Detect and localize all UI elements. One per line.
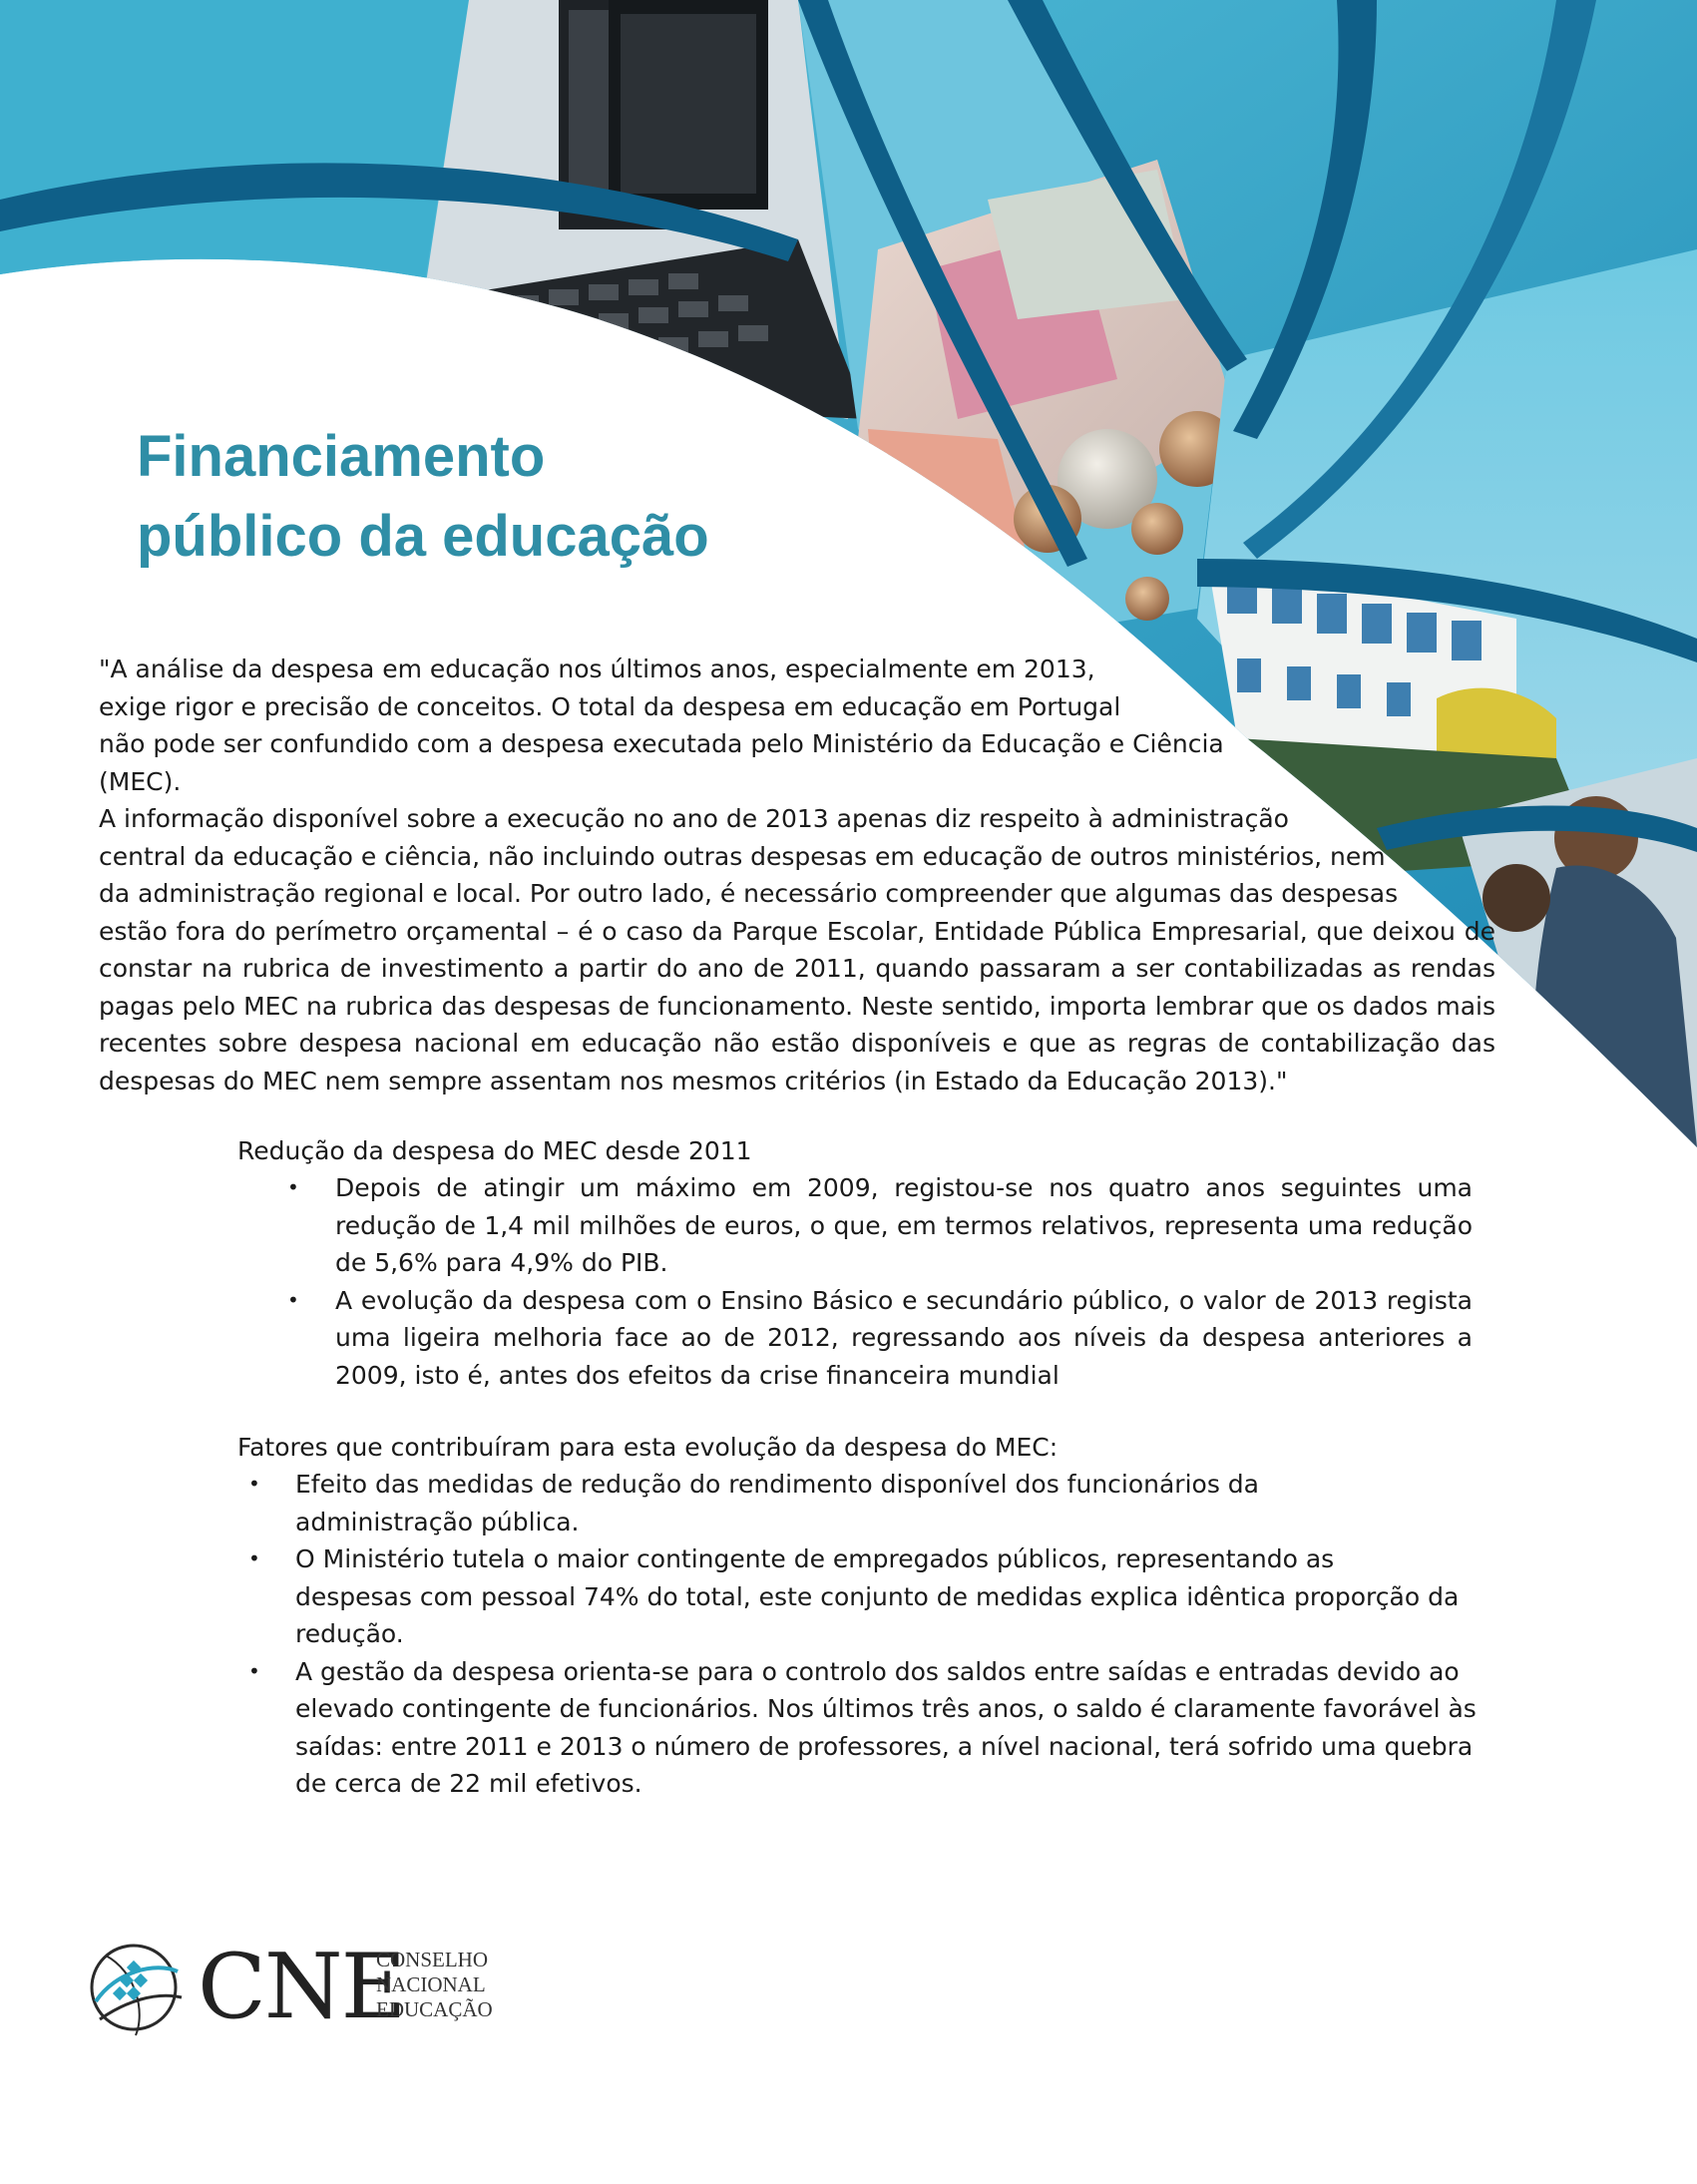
cne-name-line: NACIONAL <box>376 1972 486 1996</box>
cne-name-line: CONSELHO <box>376 1948 489 1971</box>
intro-line: despesas do MEC nem sempre assentam nos mesmos critérios (in Estado da Educação 2013)." <box>99 1066 1288 1095</box>
list-item-line: redução. <box>295 1619 404 1648</box>
globe-emblem-icon <box>86 1932 186 2041</box>
list-item <box>287 1282 1473 1395</box>
intro-line: "A análise da despesa em educação nos últimos anos, especialmente em 2013, <box>99 655 1095 683</box>
intro-line: da administração regional e local. Por outro lado, é necessário compreender que algumas das despesas <box>99 879 1399 908</box>
intro-line: A informação disponível sobre a execução no ano de 2013 apenas diz respeito à administração <box>99 804 1289 833</box>
bullet-icon: • <box>287 1287 299 1312</box>
bullet-list-fatores <box>248 1466 1492 1803</box>
intro-line: estão fora do perímetro orçamental – é o caso da Parque Escolar, Entidade Pública Empresarial, que deixou de <box>99 916 1495 946</box>
intro-line: recentes sobre despesa nacional em educação não estão disponíveis e que as regras de contabilização das <box>99 1029 1495 1058</box>
intro-line: pagas pelo MEC na rubrica das despesas de funcionamento. Neste sentido, importa lembrar que os dados mais <box>99 991 1495 1021</box>
section-heading-reducao: Redução da despesa do MEC desde 2011 <box>237 1136 752 1165</box>
intro-quote <box>99 651 1495 1099</box>
list-item-line: Efeito das medidas de redução do rendimento disponível dos funcionários da <box>295 1470 1259 1499</box>
list-item-line: A gestão da despesa orienta-se para o controlo dos saldos entre saídas e entradas devido ao <box>295 1656 1460 1686</box>
bullet-icon: • <box>248 1658 260 1683</box>
list-item-line: O Ministério tutela o maior contingente de empregados públicos, representando as <box>295 1544 1335 1573</box>
page-title <box>137 417 709 577</box>
section-heading-fatores: Fatores que contribuíram para esta evolução da despesa do MEC: <box>237 1433 1059 1462</box>
list-item-text: A evolução da despesa com o Ensino Básico e secundário público, o valor de 2013 regista uma ligeira melhoria face ao de 2012, regressando aos níveis da despesa anteriores a 2009, isto é, antes dos efeitos da crise financeira mundial <box>335 1285 1473 1390</box>
list-item <box>287 1169 1473 1282</box>
list-item-line: administração pública. <box>295 1507 580 1536</box>
list-item-text: Depois de atingir um máximo em 2009, registou-se nos quatro anos seguintes uma redução de 1,4 mil milhões de euros, o que, em termos relativos, representa uma redução de 5,6% para 4,9% do PIB. <box>335 1173 1473 1277</box>
intro-line: constar na rubrica de investimento a partir do ano de 2011, quando passaram a ser contabilizadas as rendas <box>99 954 1495 983</box>
list-item-line: elevado contingente de funcionários. Nos últimos três anos, o saldo é claramente favorável às <box>295 1694 1477 1723</box>
list-item-line: despesas com pessoal 74% do total, este conjunto de medidas explica idêntica proporção da <box>295 1581 1460 1611</box>
list-item <box>248 1653 1492 1803</box>
list-item-line: saídas: entre 2011 e 2013 o número de professores, a nível nacional, terá sofrido uma quebra <box>295 1731 1474 1761</box>
bullet-list-reducao <box>287 1169 1473 1394</box>
bullet-icon: • <box>248 1546 260 1570</box>
cne-letters: CNE <box>198 1935 405 2039</box>
page-title-line-2: público da educação <box>137 504 709 569</box>
page-title-line-1: Financiamento <box>137 424 546 489</box>
cne-logo <box>86 1932 505 2041</box>
bullet-icon: • <box>248 1472 260 1496</box>
list-item <box>248 1540 1492 1653</box>
cne-name-line: EDUCAÇÃO <box>376 1997 493 2021</box>
intro-line: central da educação e ciência, não incluindo outras despesas em educação de outros ministérios, nem <box>99 841 1386 871</box>
intro-line: exige rigor e precisão de conceitos. O total da despesa em educação em Portugal <box>99 691 1121 721</box>
list-item-line: de cerca de 22 mil efetivos. <box>295 1769 642 1798</box>
cne-name <box>376 1948 493 2022</box>
list-item <box>248 1466 1492 1540</box>
intro-line: não pode ser confundido com a despesa executada pelo Ministério da Educação e Ciência <box>99 729 1224 758</box>
intro-line: (MEC). <box>99 766 182 796</box>
bullet-icon: • <box>287 1175 299 1199</box>
